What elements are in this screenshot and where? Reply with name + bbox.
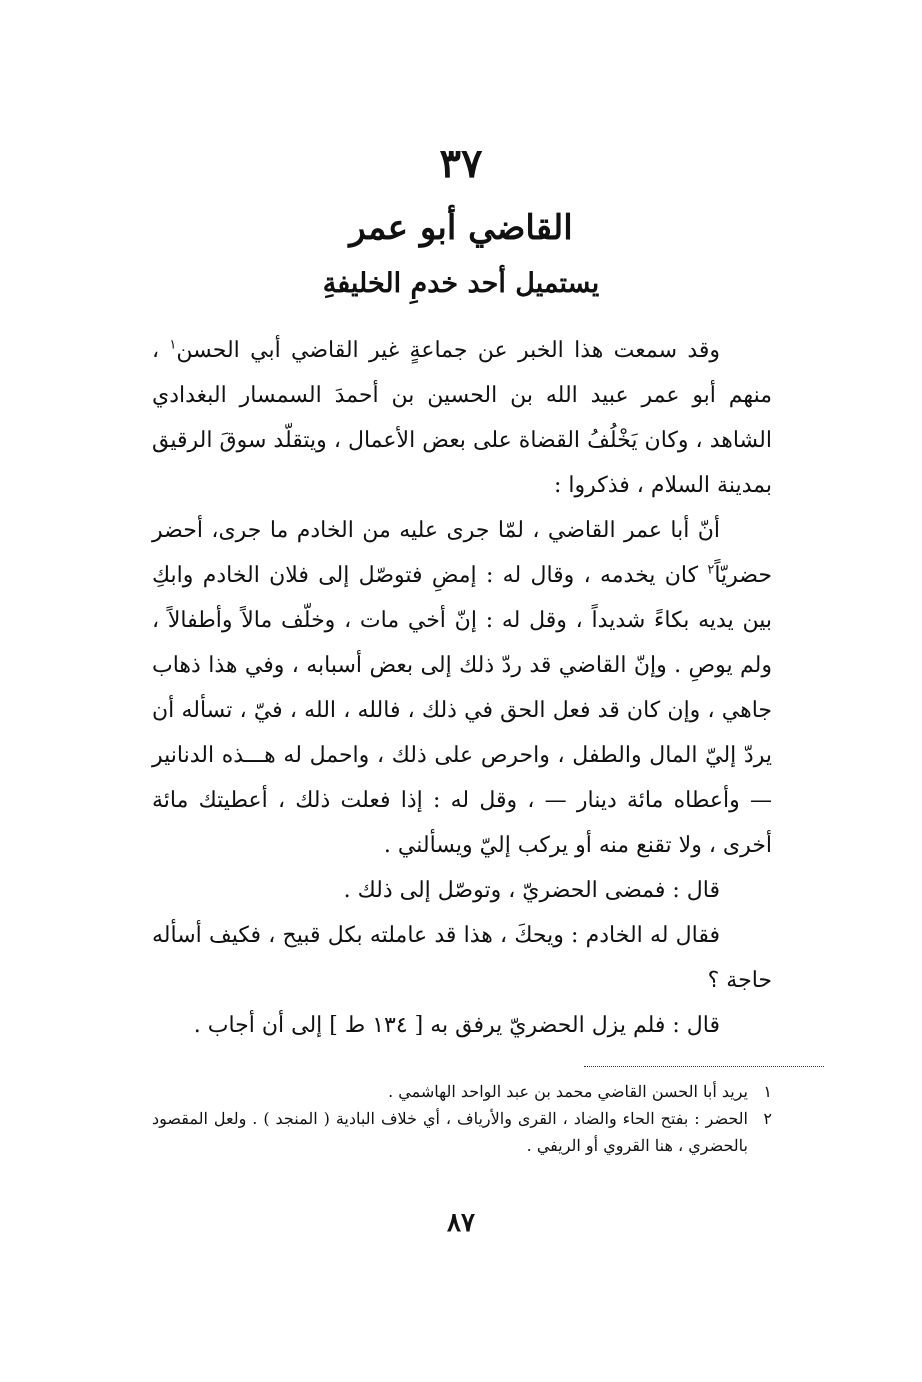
footnote-ref-1: ١ <box>169 337 177 353</box>
body-text <box>152 328 772 1048</box>
paragraph-3: قال : فمضى الحضريّ ، وتوصّل إلى ذلك . <box>343 878 720 903</box>
story-title: القاضي أبو عمر <box>349 208 573 248</box>
paragraph-1-part-b: ، منهم أبو عمر عبيد الله بن الحسين بن أحمدَ السمسار البغدادي الشاهد ، وكان يَخْلُفُ القضاة على بعض الأعمال ، ويتقلّد سوقَ الرقيق بمدينة السلام ، فذكروا : <box>152 338 772 498</box>
paragraph-2 <box>152 508 772 868</box>
footnote-separator <box>584 1066 824 1067</box>
footnote-ref-2: ٢ <box>707 562 715 578</box>
page-number: ٨٧ <box>447 1208 475 1238</box>
footnote-text: الحضر : بفتح الحاء والضاد ، القرى والأرياف ، أي خلاف البادية ( المنجد ) . ولعل المقصود بالحضري ، هنا القروي أو الريفي . <box>152 1109 749 1155</box>
footnotes <box>152 1078 772 1159</box>
footnote-number: ٢ <box>763 1109 772 1128</box>
footnote-text: يريد أبا الحسن القاضي محمد بن عبد الواحد الهاشمي . <box>388 1082 748 1101</box>
footnote-number: ١ <box>763 1082 772 1101</box>
footnote-2 <box>152 1105 772 1159</box>
paragraph-1-part-a: وقد سمعت هذا الخبر عن جماعةٍ غير القاضي أبي الحسن <box>176 338 721 363</box>
story-number: ٣٧ <box>439 140 483 187</box>
paragraph-2-part-a: أنّ أبا عمر القاضي ، لمّا جرى عليه من الخادم ما جرى، أحضر حضريّاً <box>152 518 772 588</box>
paragraph-1 <box>152 328 772 508</box>
paragraph-2-part-b: كان يخدمه ، وقال له : إمضِ فتوصّل إلى فلان الخادم وابكِ بين يديه بكاءً شديداً ، وقل له : إنّ أخي مات ، وخلّف مالاً وأطفالاً ، ولم يوصِ . وإنّ القاضي قد ردّ ذلك إلى بعض أسبابه ، وفي هذا ذهاب جاهي ، وإن كان قد فعل الحق في ذلك ، فالله ، الله ، فيّ ، تسأله أن يردّ إليّ المال والطفل ، واحرص على ذلك ، واحمل له هـــذه الدنانير — وأعطاه مائة دينار — ، وقل له : إذا فعلت ذلك ، أعطيتك مائة أخرى ، ولا تقنع منه أو يركب إليّ ويسألني . <box>152 563 772 858</box>
footnote-1 <box>152 1078 772 1105</box>
paragraph-4: فقال له الخادم : ويحكَ ، هذا قد عاملته بكل قبيح ، فكيف أسأله حاجة ؟ <box>152 923 772 993</box>
paragraph-5: قال : فلم يزل الحضريّ يرفق به [ ١٣٤ ط ] إلى أن أجاب . <box>193 1013 720 1038</box>
story-subtitle: يستميل أحد خدمِ الخليفةِ <box>322 268 600 299</box>
